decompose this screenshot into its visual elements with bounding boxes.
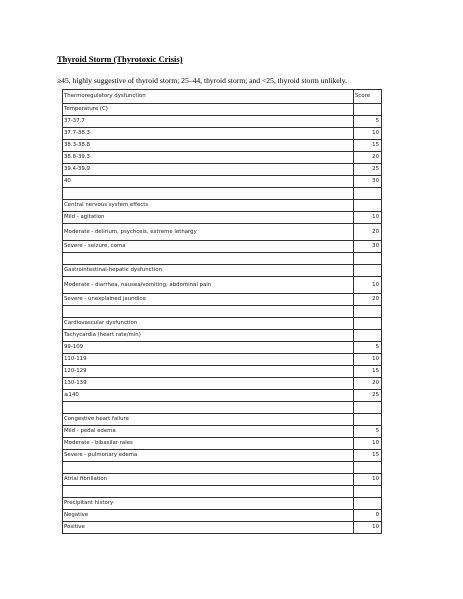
- row-label-cell: 40: [63, 176, 354, 188]
- row-score-cell: 20: [354, 224, 382, 241]
- table-row: [63, 241, 382, 253]
- row-score-cell: 20: [354, 378, 382, 390]
- row-score-cell: 15: [354, 450, 382, 462]
- row-score-cell: 20: [354, 152, 382, 164]
- row-score-cell: 10: [354, 354, 382, 366]
- row-score-cell: 25: [354, 164, 382, 176]
- row-score-cell: [354, 265, 382, 277]
- row-score-cell: 15: [354, 366, 382, 378]
- row-label-cell: Mild - pedal edema: [63, 426, 354, 438]
- row-label-cell: Atrial fibrillation: [63, 474, 354, 486]
- table-row: [63, 140, 382, 152]
- row-score-cell: 10: [354, 474, 382, 486]
- table-row: [63, 176, 382, 188]
- table-row: [63, 462, 382, 474]
- row-label-cell: ≥140: [63, 390, 354, 402]
- table-row: [63, 152, 382, 164]
- header-score-cell: Score: [354, 90, 382, 104]
- row-score-cell: 10: [354, 438, 382, 450]
- row-label-cell: [63, 462, 354, 474]
- table-row: [63, 474, 382, 486]
- row-label-cell: Cardiovascular dysfunction: [63, 318, 354, 330]
- table-row: [63, 188, 382, 200]
- row-label-cell: Positive: [63, 522, 354, 534]
- row-score-cell: [354, 498, 382, 510]
- table-row: [63, 277, 382, 294]
- row-label-cell: Moderate - diarrhea, nausea/vomiting, abdominal pain: [63, 277, 354, 294]
- table-row: [63, 438, 382, 450]
- row-label-cell: 120-129: [63, 366, 354, 378]
- table-row: [63, 164, 382, 176]
- table-row: [63, 330, 382, 342]
- table-row: [63, 116, 382, 128]
- table-row: [63, 354, 382, 366]
- row-score-cell: 20: [354, 294, 382, 306]
- row-score-cell: 5: [354, 116, 382, 128]
- row-score-cell: 25: [354, 390, 382, 402]
- row-score-cell: [354, 104, 382, 116]
- row-score-cell: 10: [354, 277, 382, 294]
- row-label-cell: 99-109: [63, 342, 354, 354]
- row-score-cell: 5: [354, 426, 382, 438]
- table-row: [63, 426, 382, 438]
- table-row: [63, 294, 382, 306]
- table-row: [63, 498, 382, 510]
- score-interpretation: ≥45, highly suggestive of thyroid storm; 25–44, thyroid storm; and <25, thyroid storm unlikely.: [57, 76, 347, 85]
- row-score-cell: [354, 402, 382, 414]
- table-row: [63, 253, 382, 265]
- row-score-cell: 30: [354, 176, 382, 188]
- row-score-cell: [354, 462, 382, 474]
- row-label-cell: 38.3-38.8: [63, 140, 354, 152]
- table-row: [63, 414, 382, 426]
- table-header-row: [63, 90, 382, 104]
- row-score-cell: [354, 188, 382, 200]
- row-score-cell: 10: [354, 128, 382, 140]
- row-label-cell: 38.8-39.3: [63, 152, 354, 164]
- row-score-cell: 10: [354, 212, 382, 224]
- row-label-cell: Tachycardia (heart rate/min): [63, 330, 354, 342]
- row-label-cell: Congestive heart failure: [63, 414, 354, 426]
- table-row: [63, 378, 382, 390]
- table-row: [63, 306, 382, 318]
- row-label-cell: 130-139: [63, 378, 354, 390]
- table-row: [63, 522, 382, 534]
- row-score-cell: [354, 253, 382, 265]
- row-label-cell: Gastrointestinal-hepatic dysfunction: [63, 265, 354, 277]
- document-title: Thyroid Storm (Thyrotoxic Crisis): [57, 54, 183, 64]
- table-row: [63, 450, 382, 462]
- table-row: [63, 104, 382, 116]
- scoring-table: [62, 89, 382, 534]
- row-label-cell: Severe - seizure, coma: [63, 241, 354, 253]
- row-score-cell: 0: [354, 510, 382, 522]
- row-score-cell: 5: [354, 342, 382, 354]
- row-label-cell: 39.4-39.9: [63, 164, 354, 176]
- row-score-cell: 10: [354, 522, 382, 534]
- row-score-cell: 30: [354, 241, 382, 253]
- row-label-cell: 37-37.7: [63, 116, 354, 128]
- table-row: [63, 402, 382, 414]
- table-row: [63, 510, 382, 522]
- table-row: [63, 224, 382, 241]
- row-label-cell: [63, 253, 354, 265]
- row-label-cell: Precipitant history: [63, 498, 354, 510]
- table-row: [63, 486, 382, 498]
- row-score-cell: [354, 200, 382, 212]
- row-label-cell: Moderate - bibasilar rales: [63, 438, 354, 450]
- table-row: [63, 318, 382, 330]
- row-label-cell: 110-119: [63, 354, 354, 366]
- row-score-cell: 15: [354, 140, 382, 152]
- row-score-cell: [354, 486, 382, 498]
- table-row: [63, 128, 382, 140]
- table-row: [63, 390, 382, 402]
- row-label-cell: [63, 188, 354, 200]
- row-score-cell: [354, 306, 382, 318]
- row-label-cell: [63, 486, 354, 498]
- table-row: [63, 342, 382, 354]
- row-label-cell: Severe - unexplained jaundice: [63, 294, 354, 306]
- header-label-cell: Thermoregulatory dysfunction: [63, 90, 354, 104]
- row-score-cell: [354, 330, 382, 342]
- row-label-cell: [63, 402, 354, 414]
- row-label-cell: 37.7-38.3: [63, 128, 354, 140]
- table-row: [63, 212, 382, 224]
- table-row: [63, 366, 382, 378]
- row-label-cell: Temperature (C): [63, 104, 354, 116]
- table-row: [63, 265, 382, 277]
- row-label-cell: Severe - pulmonary edema: [63, 450, 354, 462]
- row-score-cell: [354, 414, 382, 426]
- table-row: [63, 200, 382, 212]
- row-label-cell: [63, 306, 354, 318]
- row-label-cell: Moderate - delirium, psychosis, extreme lethargy: [63, 224, 354, 241]
- row-score-cell: [354, 318, 382, 330]
- row-label-cell: Negative: [63, 510, 354, 522]
- row-label-cell: Mild - agitation: [63, 212, 354, 224]
- row-label-cell: Central nervous system effects: [63, 200, 354, 212]
